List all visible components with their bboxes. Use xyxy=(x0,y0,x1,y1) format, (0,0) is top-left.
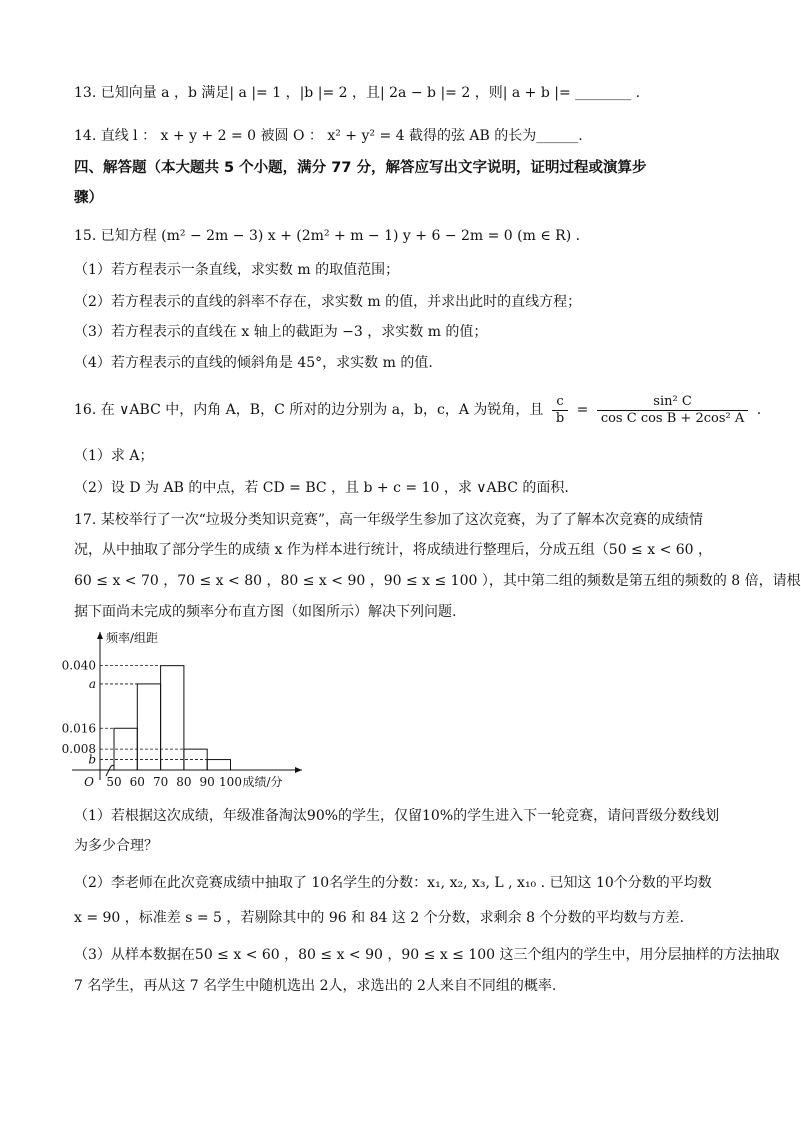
origin-label: O xyxy=(84,775,94,789)
question-15-part-3: （3）若方程表示的直线在 x 轴上的截距为 −3 ，求实数 m 的值； xyxy=(74,324,488,340)
section-header: 四、解答题（本大题共 5 个小题，满分 77 分，解答应写出文字说明，证明过程或演算步 xyxy=(74,160,647,176)
question-17-line-4: 据下面尚未完成的频率分布直方图（如图所示）解决下列问题. xyxy=(74,604,457,620)
y-tick-label: 0.040 xyxy=(61,658,96,673)
question-15-part-2: （2）若方程表示的直线的斜率不存在，求实数 m 的值，并求出此时的直线方程； xyxy=(74,294,582,310)
histogram-bar xyxy=(137,684,160,770)
x-tick-label: 70 xyxy=(152,775,169,789)
fraction-denominator: cos C cos B + 2cos² A xyxy=(600,410,745,426)
question-17-line-3: 60 ≤ x < 70 ，70 ≤ x < 80 ，80 ≤ x < 90 ，90 ≤ x ≤ 100 ），其中第二组的频数是第五组的频数的 8 倍，请根 xyxy=(74,573,801,589)
equals-sign: = xyxy=(576,402,589,418)
x-tick-label: 50 xyxy=(106,775,122,789)
y-tick-label: 0.008 xyxy=(61,742,96,757)
histogram-bar xyxy=(161,666,184,770)
question-17-line-1: 17. 某校举行了一次“垃圾分类知识竞赛”，高一年级学生参加了这次竞赛，为了了解本次竞赛的成绩情 xyxy=(74,512,704,528)
question-17-part-3a: （3）从样本数据在50 ≤ x < 60 ，80 ≤ x < 90 ，90 ≤ x ≤ 100 这三个组内的学生中，用分层抽样的方法抽取 xyxy=(74,947,780,963)
x-axis-arrow xyxy=(295,767,302,773)
section-header-cont: 骤） xyxy=(74,190,103,206)
x-tick-label: 90 xyxy=(199,775,215,789)
question-14: 14. 直线 l ： x + y + 2 = 0 被圆 O ： x² + y² = 4 截得的弦 AB 的长为______. xyxy=(74,128,583,144)
histogram-plot xyxy=(62,632,302,789)
question-17-part-1a: （1）若根据这次成绩，年级准备淘汰90%的学生，仅留10%的学生进入下一轮竞赛，请问晋级分数线划 xyxy=(74,808,720,824)
question-17-part-3b: 7 名学生，再从这 7 名学生中随机选出 2人，求选出的 2人来自不同组的概率. xyxy=(74,978,557,994)
question-15-stem: 15. 已知方程 (m² − 2m − 3) x + (2m² + m − 1) y + 6 − 2m = 0 (m ∈ R) . xyxy=(74,228,581,244)
histogram-bar xyxy=(207,760,230,770)
y-axis-arrow xyxy=(97,632,103,639)
fraction-numerator: c xyxy=(552,394,568,411)
y-tick-label: a xyxy=(88,676,96,691)
fraction-c-over-b xyxy=(552,394,568,427)
y-tick-label: b xyxy=(88,752,96,767)
fraction-sin-over-cos xyxy=(597,394,748,427)
y-axis-label: 频率/组距 xyxy=(106,631,159,645)
question-17-part-1b: 为多少合理？ xyxy=(74,838,158,854)
question-16-part-2: （2）设 D 为 AB 的中点，若 CD = BC ，且 b + c = 10 ，求 ∨ABC 的面积. xyxy=(74,480,569,496)
question-17-part-2b: x = 90 ，标准差 s = 5 ，若剔除其中的 96 和 84 这 2 个分数，求剩余 8 个分数的平均数与方差. xyxy=(74,910,684,926)
y-tick-label: 0.016 xyxy=(61,721,96,736)
question-13: 13. 已知向量 a ，b 满足| a |= 1 ，|b |= 2 ，且| 2a − b |= 2 ，则| a + b |= ________ . xyxy=(74,85,641,101)
question-16-stem xyxy=(74,390,762,430)
x-tick-label: 100 xyxy=(219,775,242,789)
x-tick-label: 80 xyxy=(176,775,192,789)
question-17-part-2a: （2）李老师在此次竞赛成绩中抽取了 10名学生的分数：x₁, x₂, x₃, L , x₁₀ . 已知这 10个分数的平均数 xyxy=(74,875,712,891)
x-axis-label: 成绩/分 xyxy=(242,775,283,789)
frequency-histogram xyxy=(61,630,310,790)
question-15-part-1: （1）若方程表示一条直线，求实数 m 的取值范围； xyxy=(74,262,400,278)
question-15-part-4: （4）若方程表示的直线的倾斜角是 45°，求实数 m 的值. xyxy=(74,355,433,371)
question-17-line-2: 况，从中抽取了部分学生的成绩 x 作为样本进行统计，将成绩进行整理后，分成五组（50 ≤ x < 60 ， xyxy=(74,542,713,558)
question-16-text: 16. 在 ∨ABC 中，内角 A，B，C 所对的边分别为 a，b，c，A 为锐角，且 xyxy=(74,402,544,418)
fraction-numerator: sin² C xyxy=(597,394,748,411)
question-16-part-1: （1）求 A； xyxy=(74,448,154,464)
x-tick-label: 60 xyxy=(129,775,145,789)
period: . xyxy=(756,402,762,418)
fraction-denominator: b xyxy=(555,410,565,426)
